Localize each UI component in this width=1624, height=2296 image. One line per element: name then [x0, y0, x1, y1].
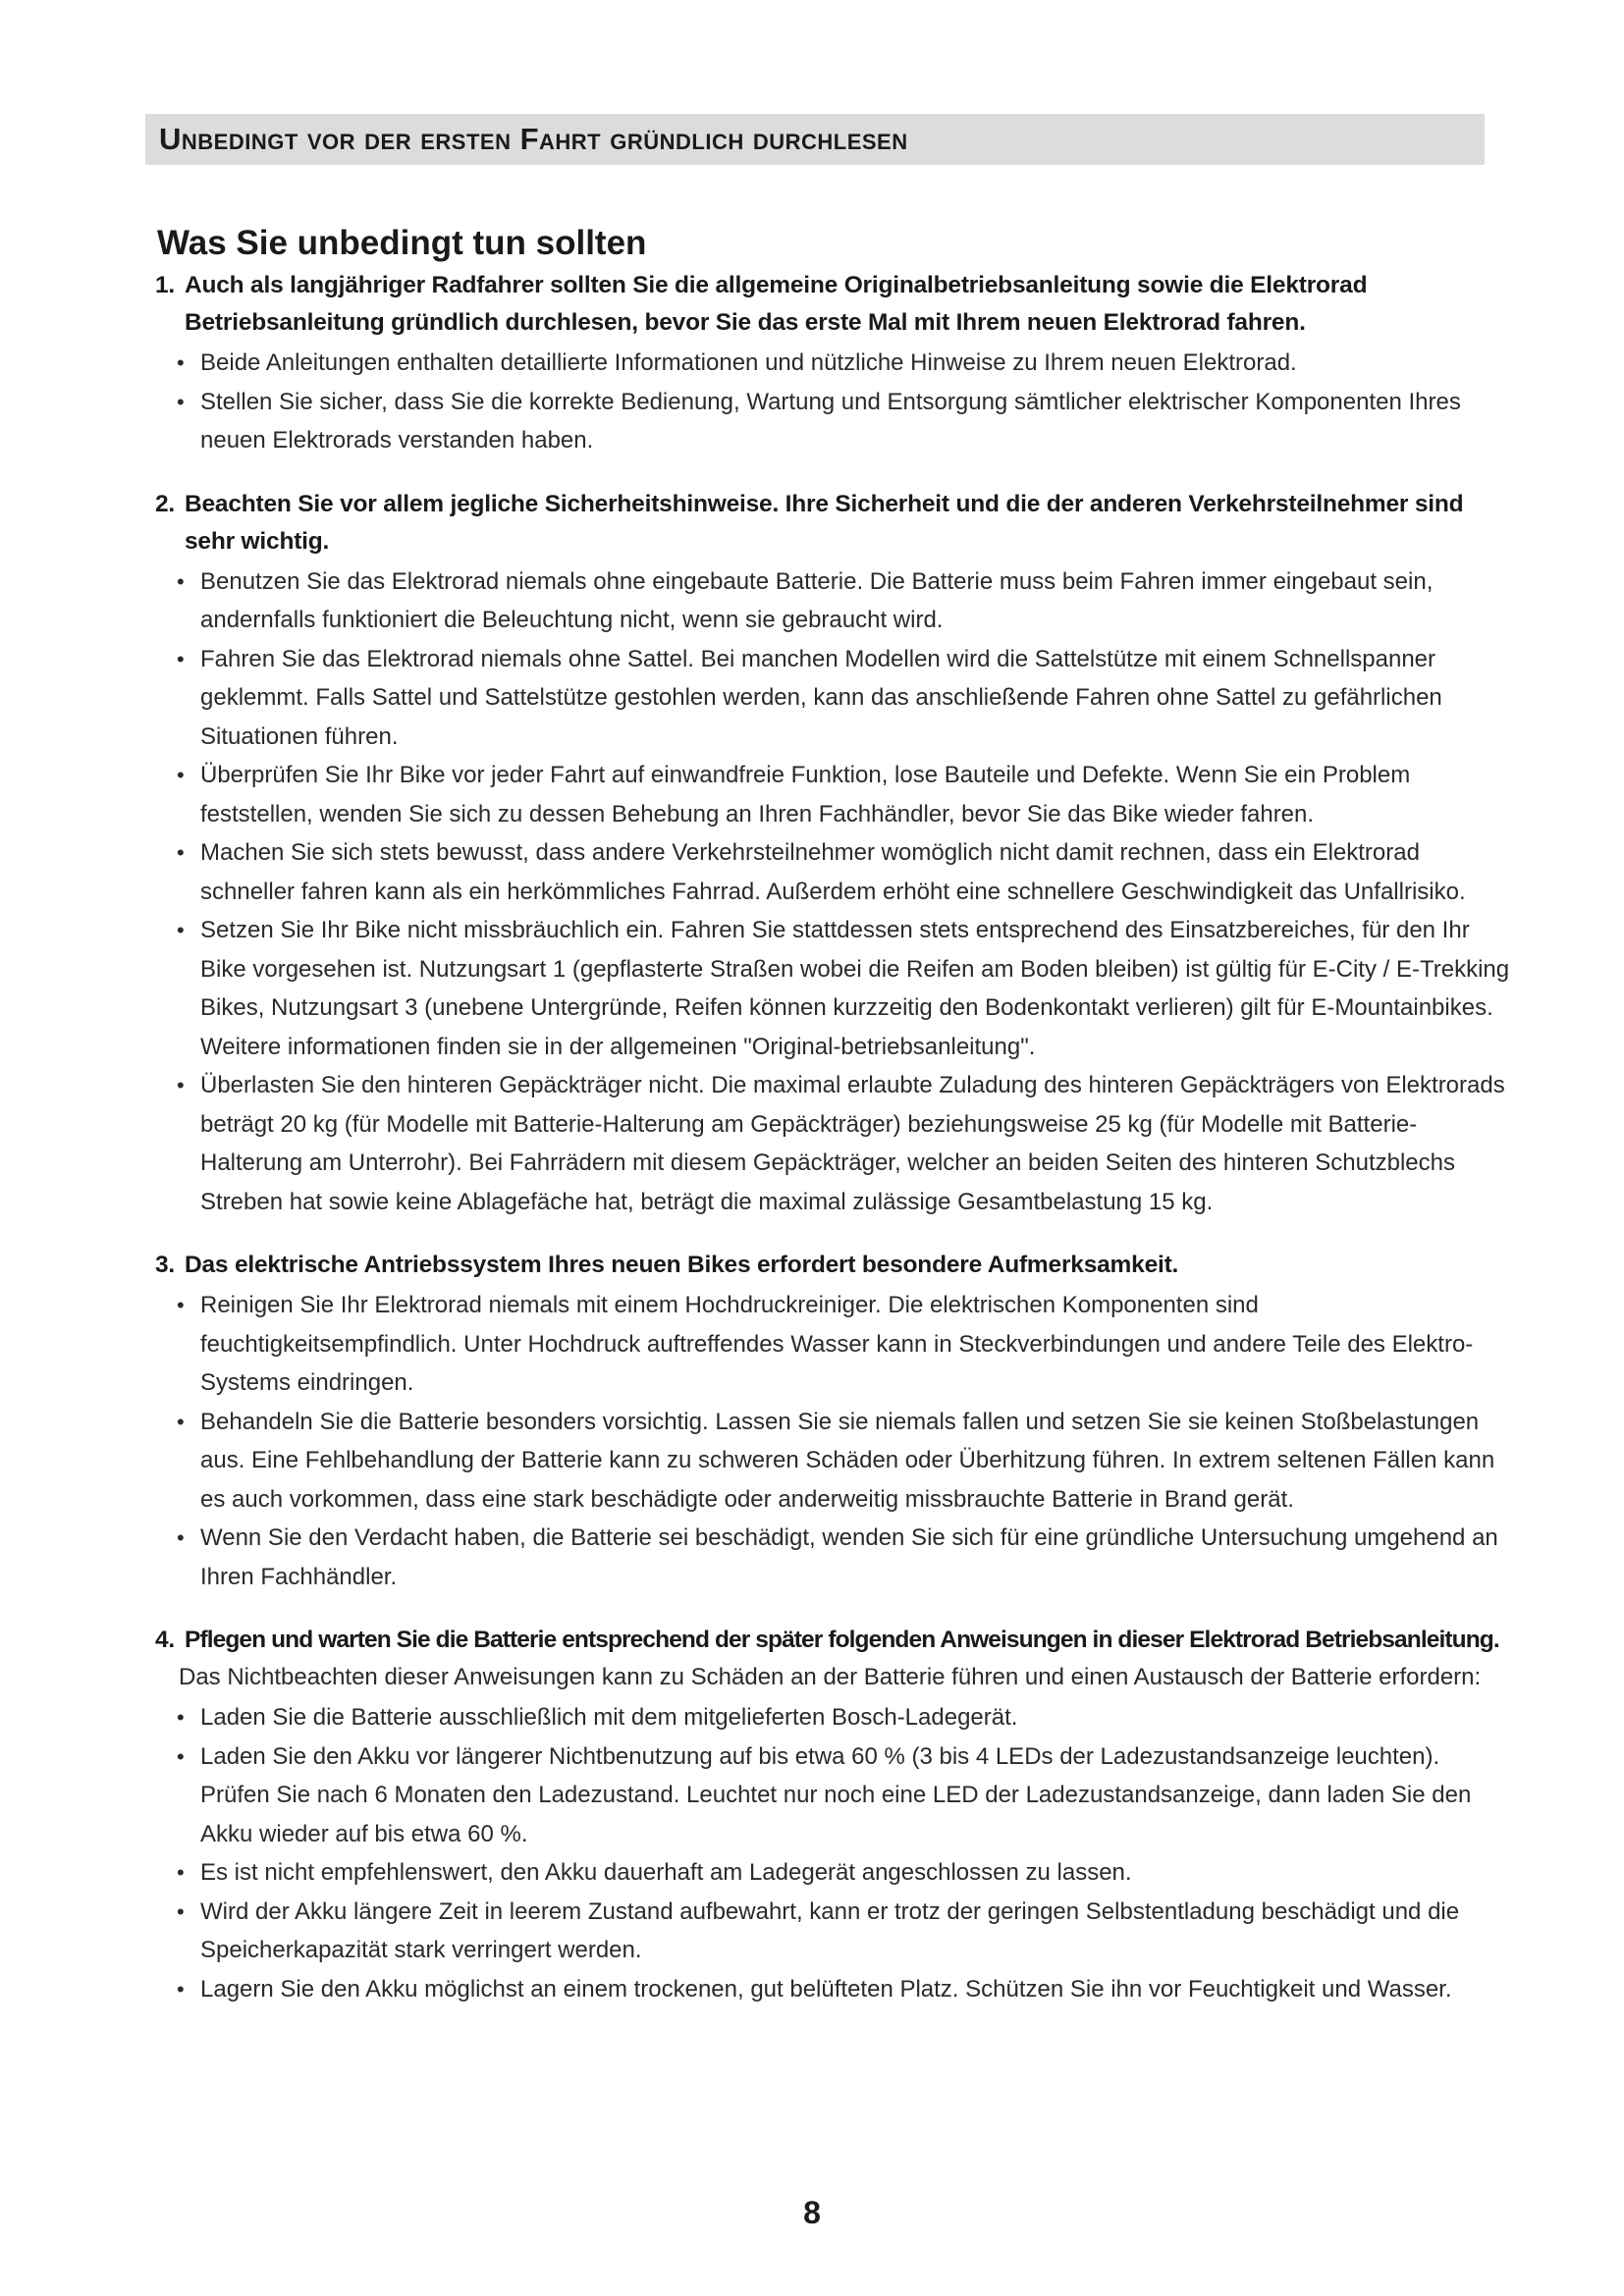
bullet-icon: • — [177, 1409, 185, 1434]
section-4 — [155, 1622, 1510, 2008]
bullet-icon: • — [177, 1976, 185, 2002]
list-item — [177, 1970, 1510, 2009]
list-item — [177, 1893, 1510, 1970]
list-item — [177, 1403, 1510, 1520]
section-banner — [145, 114, 1485, 165]
section-heading — [155, 486, 1510, 561]
list-item — [177, 1737, 1510, 1854]
list-item-text: Beide Anleitungen enthalten detaillierte Informationen und nützliche Hinweise zu Ihrem neuen Elektrorad. — [200, 349, 1297, 376]
bullet-icon: • — [177, 840, 185, 865]
section-3 — [155, 1247, 1510, 1596]
list-item-text: Überlasten Sie den hinteren Gepäckträger nicht. Die maximal erlaubte Zuladung des hinteren Gepäckträgers von Elektrorads beträgt 20 kg (für Modelle mit Batterie-Halterung am Gepäckträger) beziehungsweise 25 kg (für Modelle mit Batterie-Halterung am Unterrohr). Bei Fahrrädern mit diesem Gepäckträger, welcher an beiden Seiten des hinteren Schutzblechs Streben hat sowie keine Ablagefäche hat, beträgt die maximal zulässige Gesamtbelastung 15 kg. — [200, 1072, 1505, 1215]
list-item — [177, 640, 1510, 757]
section-title: Das elektrische Antriebssystem Ihres neuen Bikes erfordert besondere Aufmerksamkeit. — [185, 1252, 1179, 1278]
bullet-icon: • — [177, 568, 185, 594]
list-item-text: Es ist nicht empfehlenswert, den Akku dauerhaft am Ladegerät angeschlossen zu lassen. — [200, 1859, 1132, 1886]
section-1 — [155, 267, 1510, 460]
bullet-icon: • — [177, 1293, 185, 1317]
list-item — [177, 911, 1510, 1066]
bullet-icon: • — [177, 1073, 185, 1097]
bullet-icon: • — [177, 646, 185, 671]
bullet-list — [155, 1286, 1510, 1596]
bullet-list — [155, 1698, 1510, 2008]
section-title: Beachten Sie vor allem jegliche Sicherheitshinweise. Ihre Sicherheit und die der anderen Verkehrsteilnehmer sind sehr wichtig. — [185, 490, 1464, 555]
section-2 — [155, 486, 1510, 1222]
bullet-icon: • — [177, 1525, 185, 1550]
list-item-text: Machen Sie sich stets bewusst, dass andere Verkehrsteilnehmer womöglich nicht damit rechnen, dass ein Elektrorad schneller fahren kann als ein herkömmliches Fahrrad. Außerdem erhöht eine schnellere Geschwindigkeit das Unfallrisiko. — [200, 839, 1466, 905]
bullet-icon: • — [177, 1705, 185, 1730]
banner-title: Unbedingt vor der ersten Fahrt gründlich durchlesen — [159, 122, 908, 156]
list-item-text: Laden Sie den Akku vor längerer Nichtbenutzung auf bis etwa 60 % (3 bis 4 LEDs der Ladezustandsanzeige leuchten). Prüfen Sie nach 6 Monaten den Ladezustand. Leuchtet nur noch eine LED der Ladezustandsanzeige, dann laden Sie den Akku wieder auf bis etwa 60 %. — [200, 1742, 1472, 1847]
list-item — [177, 1698, 1510, 1737]
bullet-icon: • — [177, 918, 185, 942]
section-number: 3. — [155, 1252, 176, 1278]
list-item-text: Wenn Sie den Verdacht haben, die Batterie sei beschädigt, wenden Sie sich für eine gründliche Untersuchung umgehend an Ihren Fachhändler. — [200, 1524, 1498, 1590]
list-item-text: Laden Sie die Batterie ausschließlich mit dem mitgelieferten Bosch-Ladegerät. — [200, 1704, 1018, 1731]
section-heading — [155, 1247, 1510, 1284]
list-item-text: Wird der Akku längere Zeit in leerem Zustand aufbewahrt, kann er trotz der geringen Selbstentladung beschädigt und die Speicherkapazität stark verringert werden. — [200, 1897, 1460, 1963]
list-item-text: Setzen Sie Ihr Bike nicht missbräuchlich ein. Fahren Sie stattdessen stets entsprechend des Einsatzbereiches, für den Ihr Bike vorgesehen ist. Nutzungsart 1 (gepflasterte Straßen wobei die Reifen am Boden bleiben) ist gültig für E-City / E-Trekking Bikes, Nutzungsart 3 (unebene Untergründe, Reifen können kurzzeitig den Bodenkontakt verlieren) gilt für E-Mountainbikes. Weitere informationen finden sie in der allgemeinen "Original-betriebsanleitung". — [200, 917, 1510, 1060]
bullet-icon: • — [177, 350, 185, 375]
section-number: 1. — [155, 272, 176, 298]
list-item — [177, 1066, 1510, 1221]
page-title: Was Sie unbedingt tun sollten — [157, 224, 647, 262]
list-item — [177, 756, 1510, 833]
list-item — [177, 344, 1510, 383]
list-item-text: Fahren Sie das Elektrorad niemals ohne Sattel. Bei manchen Modellen wird die Sattelstütze mit einem Schnellspanner geklemmt. Falls Sattel und Sattelstütze gestohlen werden, kann das anschließende Fahren ohne Sattel zu gefährlichen Situationen führen. — [200, 645, 1442, 750]
list-item-text: Lagern Sie den Akku möglichst an einem trockenen, gut belüfteten Platz. Schützen Sie ihn vor Feuchtigkeit und Wasser. — [200, 1975, 1452, 2002]
section-heading — [155, 267, 1510, 342]
bullet-icon: • — [177, 1860, 185, 1885]
section-number: 2. — [155, 490, 176, 517]
bullet-icon: • — [177, 763, 185, 787]
list-item — [177, 833, 1510, 911]
section-heading — [155, 1622, 1510, 1659]
page-number: 8 — [803, 2195, 821, 2230]
bullet-list — [155, 344, 1510, 460]
list-item — [177, 1286, 1510, 1403]
list-item — [177, 562, 1510, 640]
list-item-text: Behandeln Sie die Batterie besonders vorsichtig. Lassen Sie sie niemals fallen und setzen Sie sie keinen Stoßbelastungen aus. Eine Fehlbehandlung der Batterie kann zu schweren Schäden oder Überhitzung führen. In extrem seltenen Fällen kann es auch vorkommen, dass eine stark beschädigte oder anderweitig missbrauchte Batterie in Brand gerät. — [200, 1408, 1495, 1513]
list-item — [177, 1853, 1510, 1893]
bullet-icon: • — [177, 1898, 185, 1924]
bullet-list — [155, 562, 1510, 1222]
section-title: Auch als langjähriger Radfahrer sollten Sie die allgemeine Originalbetriebsanleitung sowie die Elektrorad Betriebsanleitung gründlich durchlesen, bevor Sie das erste Mal mit Ihrem neuen Elektrorad fahren. — [185, 272, 1368, 336]
list-item-text: Überprüfen Sie Ihr Bike vor jeder Fahrt auf einwandfreie Funktion, lose Bauteile und Defekte. Wenn Sie ein Problem feststellen, wenden Sie sich zu dessen Behebung an Ihren Fachhändler, bevor Sie das Bike wieder fahren. — [200, 762, 1411, 828]
section-title: Pflegen und warten Sie die Batterie entsprechend der später folgenden Anweisungen in dieser Elektrorad Betriebsanleitung. — [185, 1627, 1499, 1653]
list-item — [177, 1519, 1510, 1596]
instructions-list — [155, 267, 1510, 2034]
bullet-icon: • — [177, 1743, 185, 1769]
list-item-text: Benutzen Sie das Elektrorad niemals ohne eingebaute Batterie. Die Batterie muss beim Fahren immer eingebaut sein, andernfalls funktioniert die Beleuchtung nicht, wenn sie gebraucht wird. — [200, 567, 1434, 633]
bullet-icon: • — [177, 389, 185, 414]
list-item — [177, 383, 1510, 460]
section-intro: Das Nichtbeachten dieser Anweisungen kann zu Schäden an der Batterie führen und einen Austausch der Batterie erfordern: — [179, 1664, 1482, 1690]
list-item-text: Reinigen Sie Ihr Elektrorad niemals mit einem Hochdruckreiniger. Die elektrischen Komponenten sind feuchtigkeitsempfindlich. Unter Hochdruck auftreffendes Wasser kann in Steckverbindungen und andere Teile des Elektro-Systems eindringen. — [200, 1292, 1474, 1396]
list-item-text: Stellen Sie sicher, dass Sie die korrekte Bedienung, Wartung und Entsorgung sämtlicher elektrischer Komponenten Ihres neuen Elektrorads verstanden haben. — [200, 388, 1461, 454]
section-number: 4. — [155, 1627, 176, 1653]
